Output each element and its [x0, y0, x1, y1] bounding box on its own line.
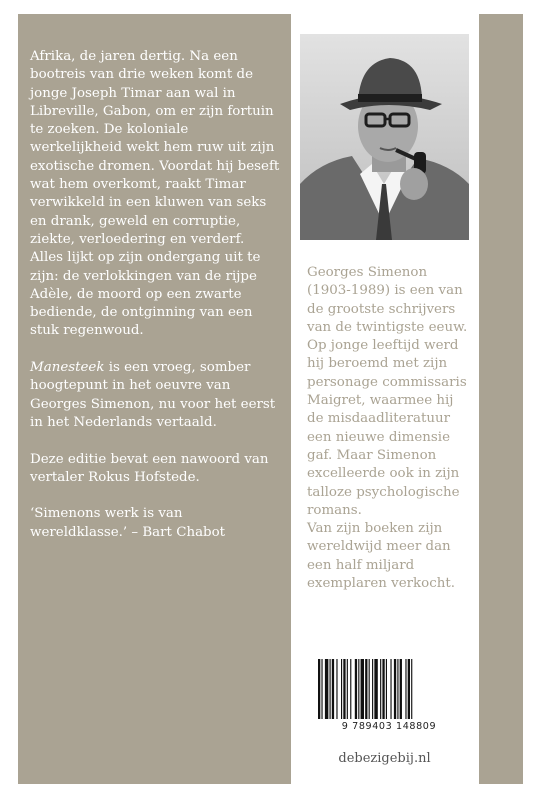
barcode-bar [380, 659, 381, 719]
barcode-bar [386, 659, 387, 719]
barcode-bar [330, 659, 331, 719]
review-quote: ‘Simenons werk is van wereldklasse.’ – Bart Chabot [30, 506, 226, 540]
barcode-bar [365, 659, 367, 719]
blurb-text [30, 48, 280, 560]
barcode-bar [341, 659, 342, 719]
barcode-bar [400, 659, 402, 719]
barcode-bar [355, 659, 357, 719]
blurb-paragraph-praise-rest: is een vroeg, somber hoogtepunt in het oeuvre van Georges Simenon, nu voor het eerst in het Nederlands vertaald. [30, 360, 276, 430]
publisher-website: debezigebij.nl [338, 751, 431, 766]
barcode-bar [394, 659, 396, 719]
right-strip [479, 14, 523, 784]
barcode-bar [358, 659, 359, 719]
barcode-bar [361, 659, 364, 719]
author-bio [307, 264, 469, 593]
blurb-paragraph-synopsis: Afrika, de jaren dertig. Na een bootreis van drie weken komt de jonge Joseph Timar aan wal in Libreville, Gabon, om er zijn fortuin te zoeken. De koloniale werkelijkheid wekt hem ruw uit zijn exotische dromen. Voordat hij beseft wat hem overkomt, raakt Timar verwikkeld in een kluwen van seks en drank, geweld en corruptie, ziekte, verloedering en verderf. Alles lijkt op zijn ondergang uit te zijn: de verlokkingen van de rijpe Adèle, de moord op een zwarte bediende, de ontginning van een stuk regenwoud. [30, 49, 280, 339]
barcode-bar [397, 659, 398, 719]
barcode-bar [390, 659, 391, 719]
barcode-bar [350, 659, 351, 719]
barcode-bar [382, 659, 384, 719]
barcode-bar [411, 659, 412, 719]
barcode-bar [325, 659, 328, 719]
barcode-bar [408, 659, 410, 719]
barcode-bar [374, 659, 377, 719]
barcode-bar [321, 659, 322, 719]
barcode-bar [369, 659, 370, 719]
barcode-bar [372, 659, 373, 719]
barcode-bar [347, 659, 348, 719]
author-photo-illustration [300, 34, 469, 240]
author-photo [300, 34, 469, 240]
book-title-italic: Manesteek [30, 360, 105, 376]
author-bio-paragraph: Georges Simenon (1903-1989) is een van de grootste schrijvers van de twintigste eeuw. Op jonge leeftijd werd hij beroemd met zijn personage commissaris Maigret, waarmee hij de misdaadliteratuur een nieuwe dimensie gaf. Maar Simenon excelleerde ook in zijn talloze psychologische romans. [307, 265, 468, 518]
barcode-bar [332, 659, 334, 719]
barcode-bar [343, 659, 345, 719]
isbn-number: 9 789403 148809 [341, 721, 437, 732]
author-bio-sales: Van zijn boeken zijn wereldwijd meer dan een half miljard exemplaren verkocht. [307, 521, 455, 592]
barcode-bar [405, 659, 406, 719]
barcode-bar [336, 659, 337, 719]
blurb-paragraph-praise [30, 359, 280, 432]
barcode-bar [318, 659, 320, 719]
isbn-barcode [316, 659, 461, 719]
blurb-paragraph-edition: Deze editie bevat een nawoord van vertaler Rokus Hofstede. [30, 451, 269, 485]
